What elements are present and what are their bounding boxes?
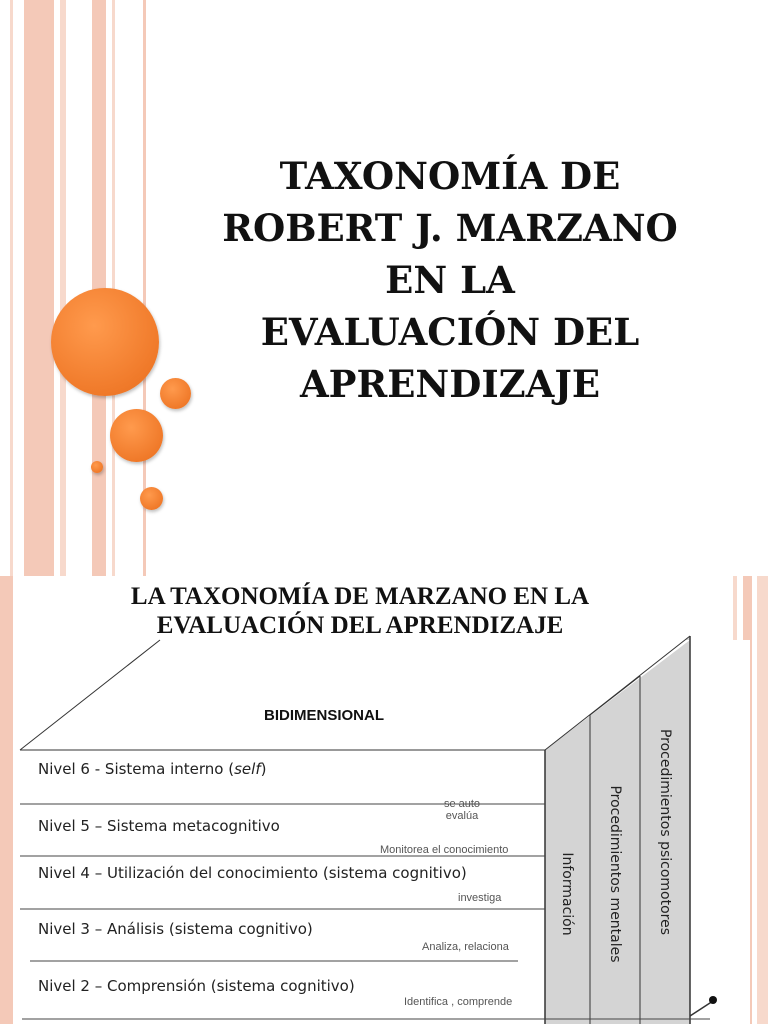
orange-circle-large (51, 288, 159, 396)
decorative-stripe (60, 0, 66, 576)
level-6-label: Nivel 6 - Sistema interno (self) (38, 760, 267, 778)
title-line: LA TAXONOMÍA DE MARZANO EN LA (130, 583, 590, 610)
connector-dot (709, 996, 717, 1004)
level-4-label: Nivel 4 – Utilización del conocimiento (sistema cognitivo) (38, 864, 467, 882)
decorative-stripe (10, 0, 13, 576)
orange-circle-medium (110, 409, 163, 462)
title-line: TAXONOMÍA DE (279, 154, 621, 198)
title-line: ROBERT J. MARZANO (222, 206, 678, 250)
column-label-procedimientos-mentales: Procedimientos mentales (607, 785, 623, 963)
title-line: EN LA (385, 258, 515, 302)
title-line: EVALUACIÓN DEL (260, 310, 640, 354)
title-line: APRENDIZAJE (299, 362, 601, 406)
diagram-header: BIDIMENSIONAL (264, 707, 384, 724)
level-5-label: Nivel 5 – Sistema metacognitivo (38, 817, 280, 835)
level-4-note: investiga (458, 892, 502, 904)
slide-title (40, 582, 680, 640)
column-label-informacion: Información (559, 852, 575, 936)
decorative-stripe (24, 0, 54, 576)
level-6-note: se auto evalúa (443, 798, 481, 822)
orange-circle-small (140, 487, 163, 510)
slide-title (170, 150, 730, 410)
content-slide (0, 576, 768, 1024)
level-2-label: Nivel 2 – Comprensión (sistema cognitivo) (38, 977, 355, 995)
title-line: EVALUACIÓN DEL APRENDIZAJE (156, 612, 564, 639)
level-2-note: Identifica , comprende (404, 996, 513, 1008)
taxonomy-diagram (0, 576, 768, 1024)
column-label-procedimientos-psicomotores: Procedimientos psicomotores (657, 728, 673, 936)
orange-dot (91, 461, 103, 473)
level-3-label: Nivel 3 – Análisis (sistema cognitivo) (38, 920, 313, 938)
level-3-note: Analiza, relaciona (422, 941, 509, 953)
level-5-note: Monitorea el conocimiento (380, 844, 509, 856)
